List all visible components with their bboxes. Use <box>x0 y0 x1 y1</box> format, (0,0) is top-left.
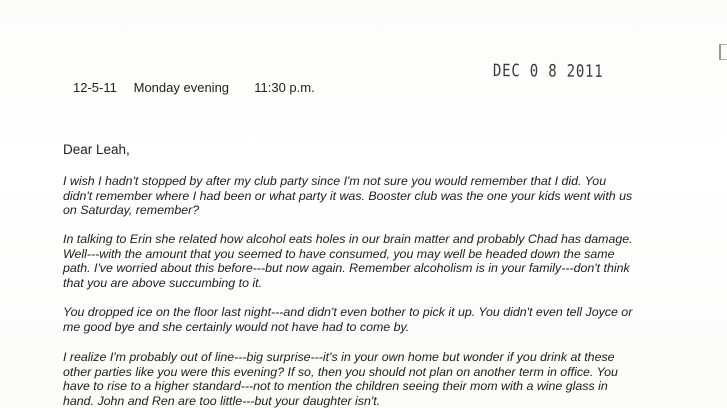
paragraph-line: that you are above succumbing to it. <box>63 275 263 290</box>
paragraph-line: other parties like you were this evening? If so, then you should not plan on another term in office. You <box>63 364 618 379</box>
paragraph-line: didn't remember where I had been or what party it was. Booster club was the one your kids went with us <box>63 188 633 203</box>
letter-heading <box>73 80 315 95</box>
paragraph-line: path. I've worried about this before---but now again. Remember alcoholism is in your family---don't think <box>63 261 630 276</box>
date-received-stamp: DEC 0 8 2011 <box>492 61 604 82</box>
paragraph-line: I realize I'm probably out of line---big surprise---it's in your own home but wonder if you drink at these <box>63 350 615 364</box>
salutation: Dear Leah, <box>63 142 130 157</box>
heading-time: 11:30 p.m. <box>254 80 315 95</box>
page-edge-mark <box>719 44 727 60</box>
paragraph-line: me good bye and she certainly would not have had to come by. <box>63 319 410 334</box>
paragraph-line: on Saturday, remember? <box>63 203 200 218</box>
paragraph-3 <box>63 305 683 334</box>
paragraph-2 <box>63 232 683 290</box>
paragraph-line: hand. John and Ren are too little---but your daughter isn't. <box>63 393 381 408</box>
paragraph-line: have to rise to a higher standard---not to mention the children seeing their mom with a wine glass in <box>63 379 608 394</box>
paragraph-line: You dropped ice on the floor last night---and didn't even bother to pick it up. You didn't even tell Joyce or <box>63 305 633 319</box>
paragraph-line: In talking to Erin she related how alcohol eats holes in our brain matter and probably Chad has damage. <box>63 232 633 246</box>
paragraph-line: Well---with the amount that you seemed to have consumed, you may well be headed down the same <box>63 246 615 261</box>
heading-date: 12-5-11 <box>73 80 117 95</box>
paragraph-line: I wish I hadn't stopped by after my club party since I'm not sure you would remember that I did. You <box>63 174 607 188</box>
heading-day: Monday evening <box>133 80 230 95</box>
paragraph-4 <box>63 350 683 408</box>
paragraph-1 <box>63 174 683 218</box>
